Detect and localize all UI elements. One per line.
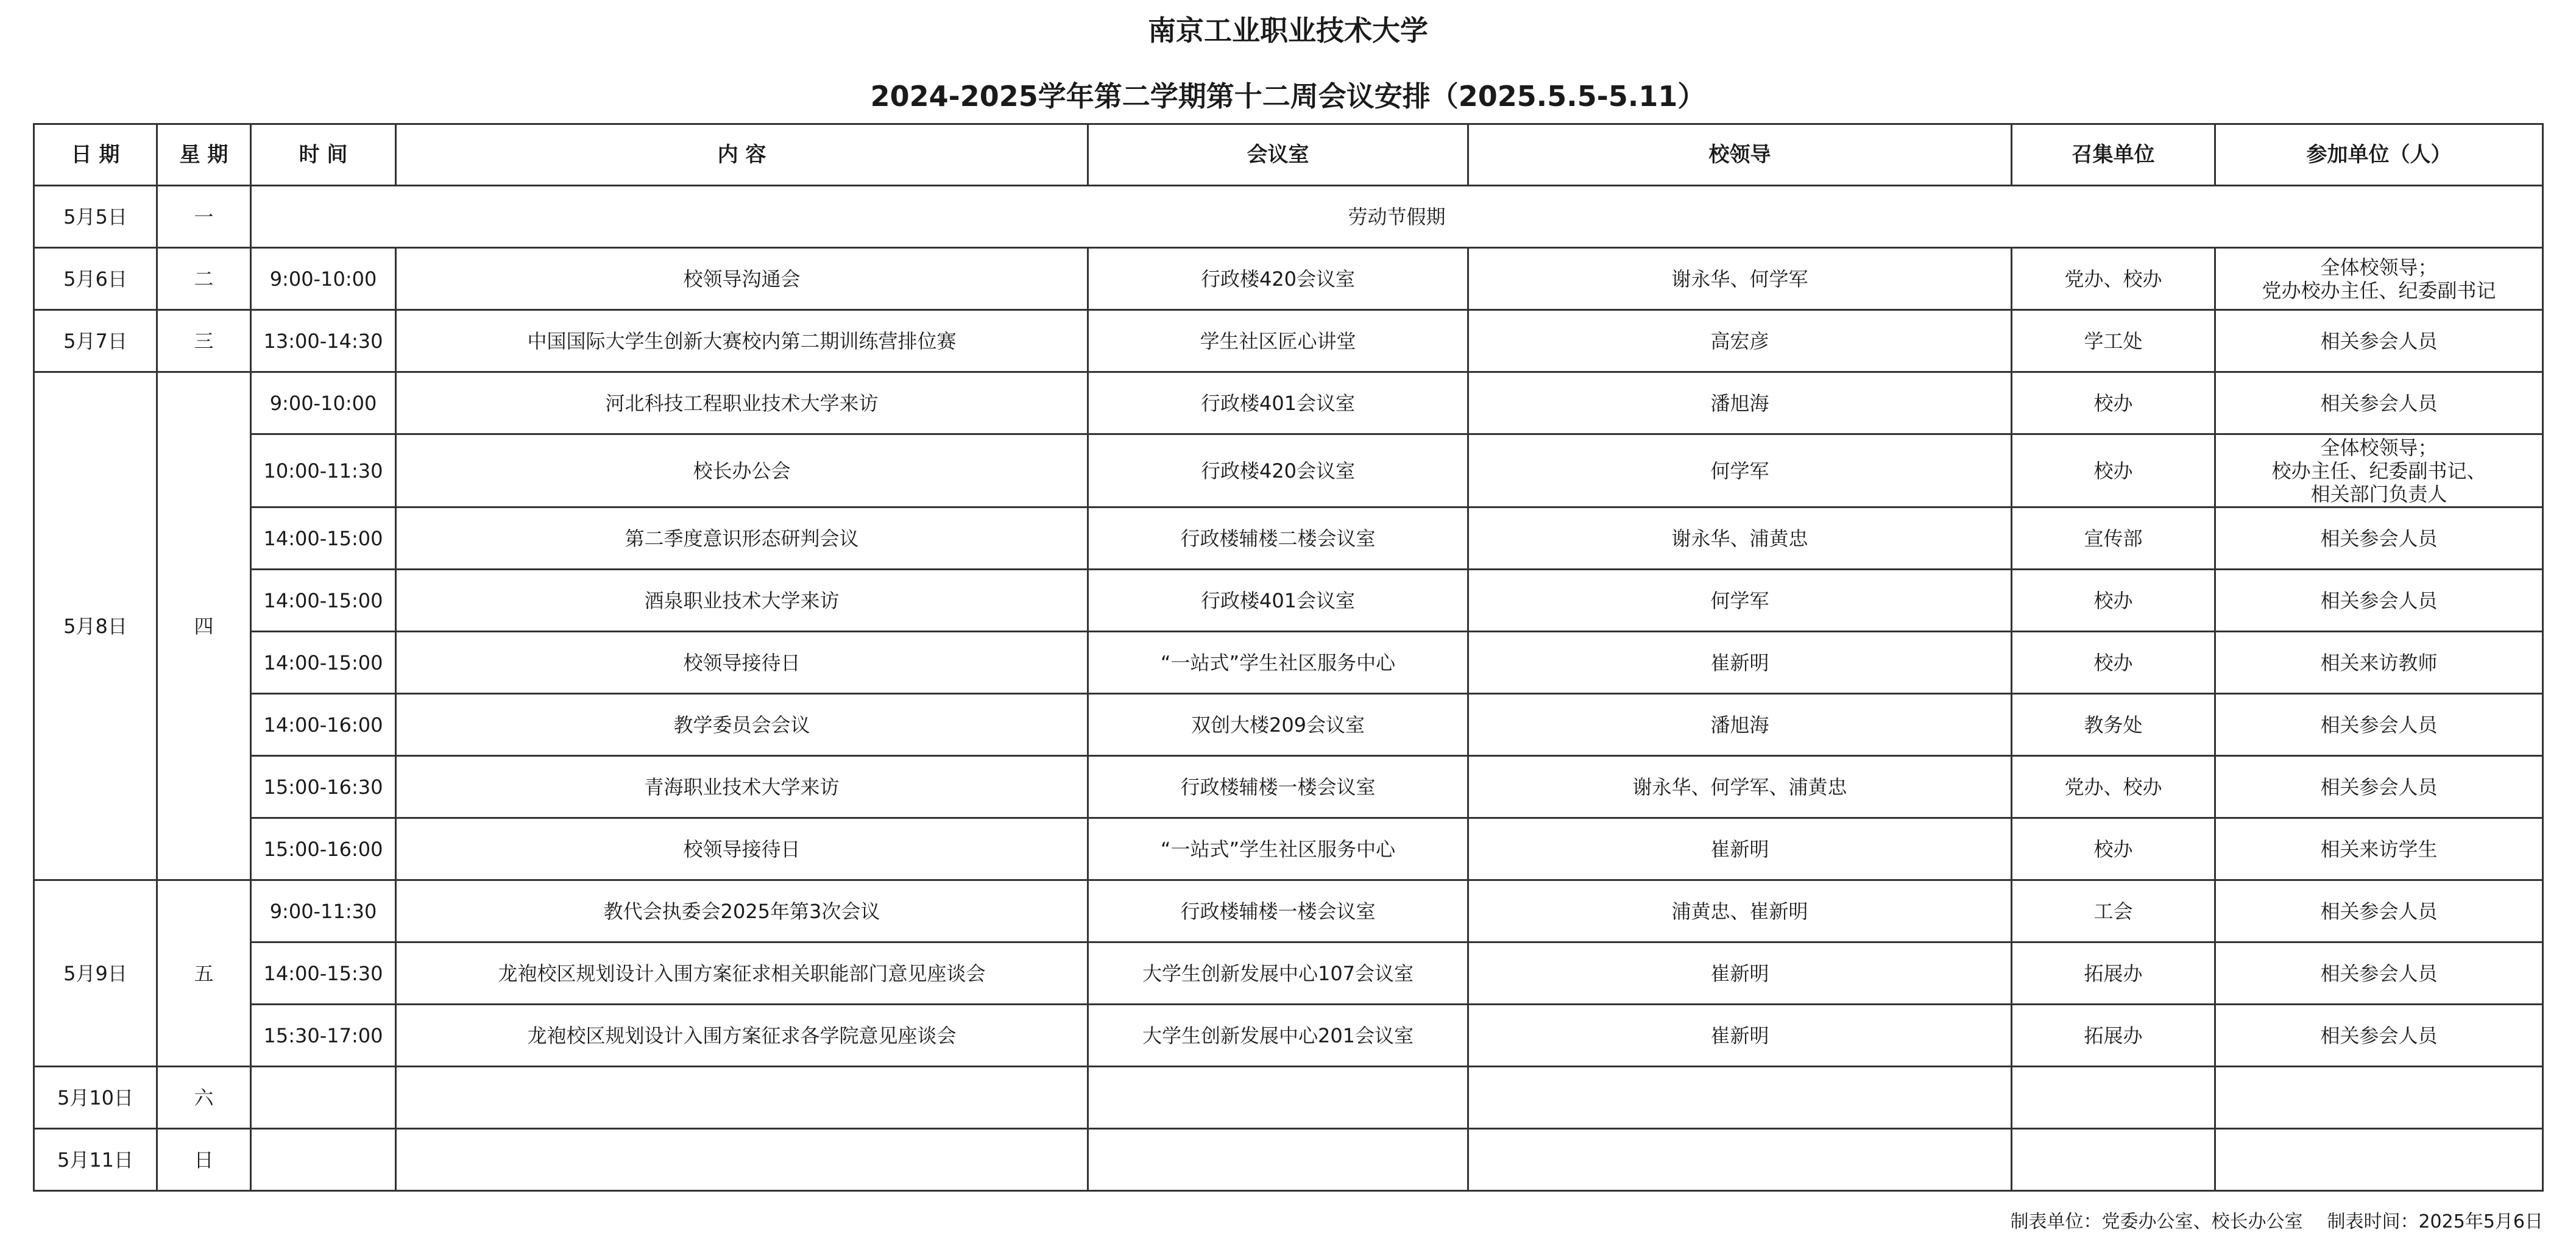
participants-line: 全体校领导； [2320,255,2438,279]
empty-cell [1468,1129,2012,1191]
room-cell: “一站式”学生社区服务中心 [1088,818,1468,880]
table-row [34,818,2543,880]
participants-cell: 相关参会人员 [2215,942,2543,1005]
participants-line: 全体校领导； [2320,436,2438,459]
empty-cell [396,1067,1088,1129]
table-row [34,248,2543,310]
table-row [34,694,2543,756]
table-row [34,756,2543,818]
table-row [34,434,2543,507]
date-cell: 5月8日 [34,372,157,880]
room-cell: 行政楼401会议室 [1088,372,1468,434]
participants-cell: 相关参会人员 [2215,372,2543,434]
date-cell: 5月5日 [34,186,157,248]
table-row [34,1005,2543,1067]
col-header-weekday: 星 期 [157,124,251,186]
time-cell: 9:00-11:30 [251,880,396,942]
time-cell: 9:00-10:00 [251,248,396,310]
room-cell: 行政楼420会议室 [1088,434,1468,507]
room-cell: 行政楼辅楼一楼会议室 [1088,756,1468,818]
time-cell: 14:00-15:30 [251,942,396,1005]
empty-cell [2012,1067,2215,1129]
participants-cell: 相关参会人员 [2215,880,2543,942]
weekday-cell: 日 [157,1129,251,1191]
convener-cell: 拓展办 [2012,942,2215,1005]
empty-cell [251,1129,396,1191]
content-cell: 龙袍校区规划设计入围方案征求各学院意见座谈会 [396,1005,1088,1067]
page-subtitle: 2024-2025学年第二学期第十二周会议安排（2025.5.5-5.11） [870,80,1706,113]
time-cell: 9:00-10:00 [251,372,396,434]
time-cell: 15:00-16:30 [251,756,396,818]
leaders-cell: 浦黄忠、崔新明 [1468,880,2012,942]
col-header-content: 内 容 [396,124,1088,186]
participants-cell: 相关参会人员 [2215,507,2543,570]
convener-cell: 校办 [2012,372,2215,434]
participants-line: 党办校办主任、纪委副书记 [2262,278,2496,302]
date-cell: 5月7日 [34,310,157,372]
empty-cell [2012,1129,2215,1191]
time-cell: 15:30-17:00 [251,1005,396,1067]
col-header-room: 会议室 [1088,124,1468,186]
convener-cell: 工会 [2012,880,2215,942]
leaders-cell: 高宏彦 [1468,310,2012,372]
leaders-cell: 谢永华、浦黄忠 [1468,507,2012,570]
time-cell: 14:00-16:00 [251,694,396,756]
content-cell: 校领导接待日 [396,632,1088,694]
content-cell: 校领导接待日 [396,818,1088,880]
leaders-cell: 崔新明 [1468,1005,2012,1067]
leaders-cell: 何学军 [1468,570,2012,632]
convener-cell: 拓展办 [2012,1005,2215,1067]
room-cell: 大学生创新发展中心107会议室 [1088,942,1468,1005]
convener-cell: 学工处 [2012,310,2215,372]
table-row [34,310,2543,372]
participants-line: 相关部门负责人 [2310,482,2447,506]
table-row [34,942,2543,1005]
participants-cell: 相关来访教师 [2215,632,2543,694]
participants-cell: 相关参会人员 [2215,310,2543,372]
col-header-leaders: 校领导 [1468,124,2012,186]
table-footer [1986,1210,2543,1234]
empty-cell [251,1067,396,1129]
content-cell: 教学委员会会议 [396,694,1088,756]
participants-cell: 相关来访学生 [2215,818,2543,880]
time-cell: 14:00-15:00 [251,507,396,570]
time-cell: 14:00-15:00 [251,570,396,632]
room-cell: 行政楼420会议室 [1088,248,1468,310]
leaders-cell: 潘旭海 [1468,694,2012,756]
convener-cell: 党办、校办 [2012,248,2215,310]
table-row [34,507,2543,570]
convener-cell: 党办、校办 [2012,756,2215,818]
participants-cell: 相关参会人员 [2215,1005,2543,1067]
room-cell: 大学生创新发展中心201会议室 [1088,1005,1468,1067]
participants-cell [2215,248,2543,310]
holiday-note: 劳动节假期 [251,186,2543,248]
content-cell: 河北科技工程职业技术大学来访 [396,372,1088,434]
participants-cell [2215,434,2543,507]
room-cell: 行政楼辅楼一楼会议室 [1088,880,1468,942]
empty-cell [396,1129,1088,1191]
weekday-cell: 五 [157,880,251,1067]
table-row [34,570,2543,632]
convener-cell: 宣传部 [2012,507,2215,570]
date-cell: 5月10日 [34,1067,157,1129]
participants-line: 校办主任、纪委副书记、 [2271,459,2486,483]
time-cell: 14:00-15:00 [251,632,396,694]
header-row [34,124,2543,186]
weekday-cell: 六 [157,1067,251,1129]
table-row [34,372,2543,434]
content-cell: 龙袍校区规划设计入围方案征求相关职能部门意见座谈会 [396,942,1088,1005]
content-cell: 校领导沟通会 [396,248,1088,310]
room-cell: 行政楼辅楼二楼会议室 [1088,507,1468,570]
time-cell: 15:00-16:00 [251,818,396,880]
meeting-schedule-table [33,123,2544,1192]
page-title: 南京工业职业技术大学 [1148,14,1428,47]
empty-cell [2215,1129,2543,1191]
date-cell: 5月11日 [34,1129,157,1191]
leaders-cell: 崔新明 [1468,632,2012,694]
room-cell: “一站式”学生社区服务中心 [1088,632,1468,694]
table-row [34,1067,2543,1129]
col-header-time: 时 间 [251,124,396,186]
table-row [34,186,2543,248]
content-cell: 校长办公会 [396,434,1088,507]
footer-made-by: 制表单位：党委办公室、校长办公室 [2010,1211,2303,1232]
leaders-cell: 谢永华、何学军 [1468,248,2012,310]
content-cell: 第二季度意识形态研判会议 [396,507,1088,570]
date-cell: 5月9日 [34,880,157,1067]
participants-cell: 相关参会人员 [2215,694,2543,756]
convener-cell: 校办 [2012,570,2215,632]
room-cell: 双创大楼209会议室 [1088,694,1468,756]
leaders-cell: 谢永华、何学军、浦黄忠 [1468,756,2012,818]
leaders-cell: 崔新明 [1468,818,2012,880]
empty-cell [1468,1067,2012,1129]
date-cell: 5月6日 [34,248,157,310]
weekday-cell: 四 [157,372,251,880]
content-cell: 酒泉职业技术大学来访 [396,570,1088,632]
weekday-cell: 二 [157,248,251,310]
empty-cell [1088,1129,1468,1191]
participants-cell: 相关参会人员 [2215,570,2543,632]
content-cell: 青海职业技术大学来访 [396,756,1088,818]
col-header-date: 日 期 [34,124,157,186]
table-row [34,880,2543,942]
convener-cell: 校办 [2012,632,2215,694]
leaders-cell: 何学军 [1468,434,2012,507]
time-cell: 10:00-11:30 [251,434,396,507]
convener-cell: 教务处 [2012,694,2215,756]
convener-cell: 校办 [2012,818,2215,880]
room-cell: 行政楼401会议室 [1088,570,1468,632]
content-cell: 教代会执委会2025年第3次会议 [396,880,1088,942]
weekday-cell: 一 [157,186,251,248]
empty-cell [2215,1067,2543,1129]
footer-made-time: 制表时间：2025年5月6日 [2327,1211,2543,1232]
table-row [34,632,2543,694]
content-cell: 中国国际大学生创新大赛校内第二期训练营排位赛 [396,310,1088,372]
participants-cell: 相关参会人员 [2215,756,2543,818]
convener-cell: 校办 [2012,434,2215,507]
leaders-cell: 崔新明 [1468,942,2012,1005]
leaders-cell: 潘旭海 [1468,372,2012,434]
empty-cell [1088,1067,1468,1129]
time-cell: 13:00-14:30 [251,310,396,372]
col-header-convener: 召集单位 [2012,124,2215,186]
weekday-cell: 三 [157,310,251,372]
col-header-participants: 参加单位（人） [2215,124,2543,186]
room-cell: 学生社区匠心讲堂 [1088,310,1468,372]
table-row [34,1129,2543,1191]
